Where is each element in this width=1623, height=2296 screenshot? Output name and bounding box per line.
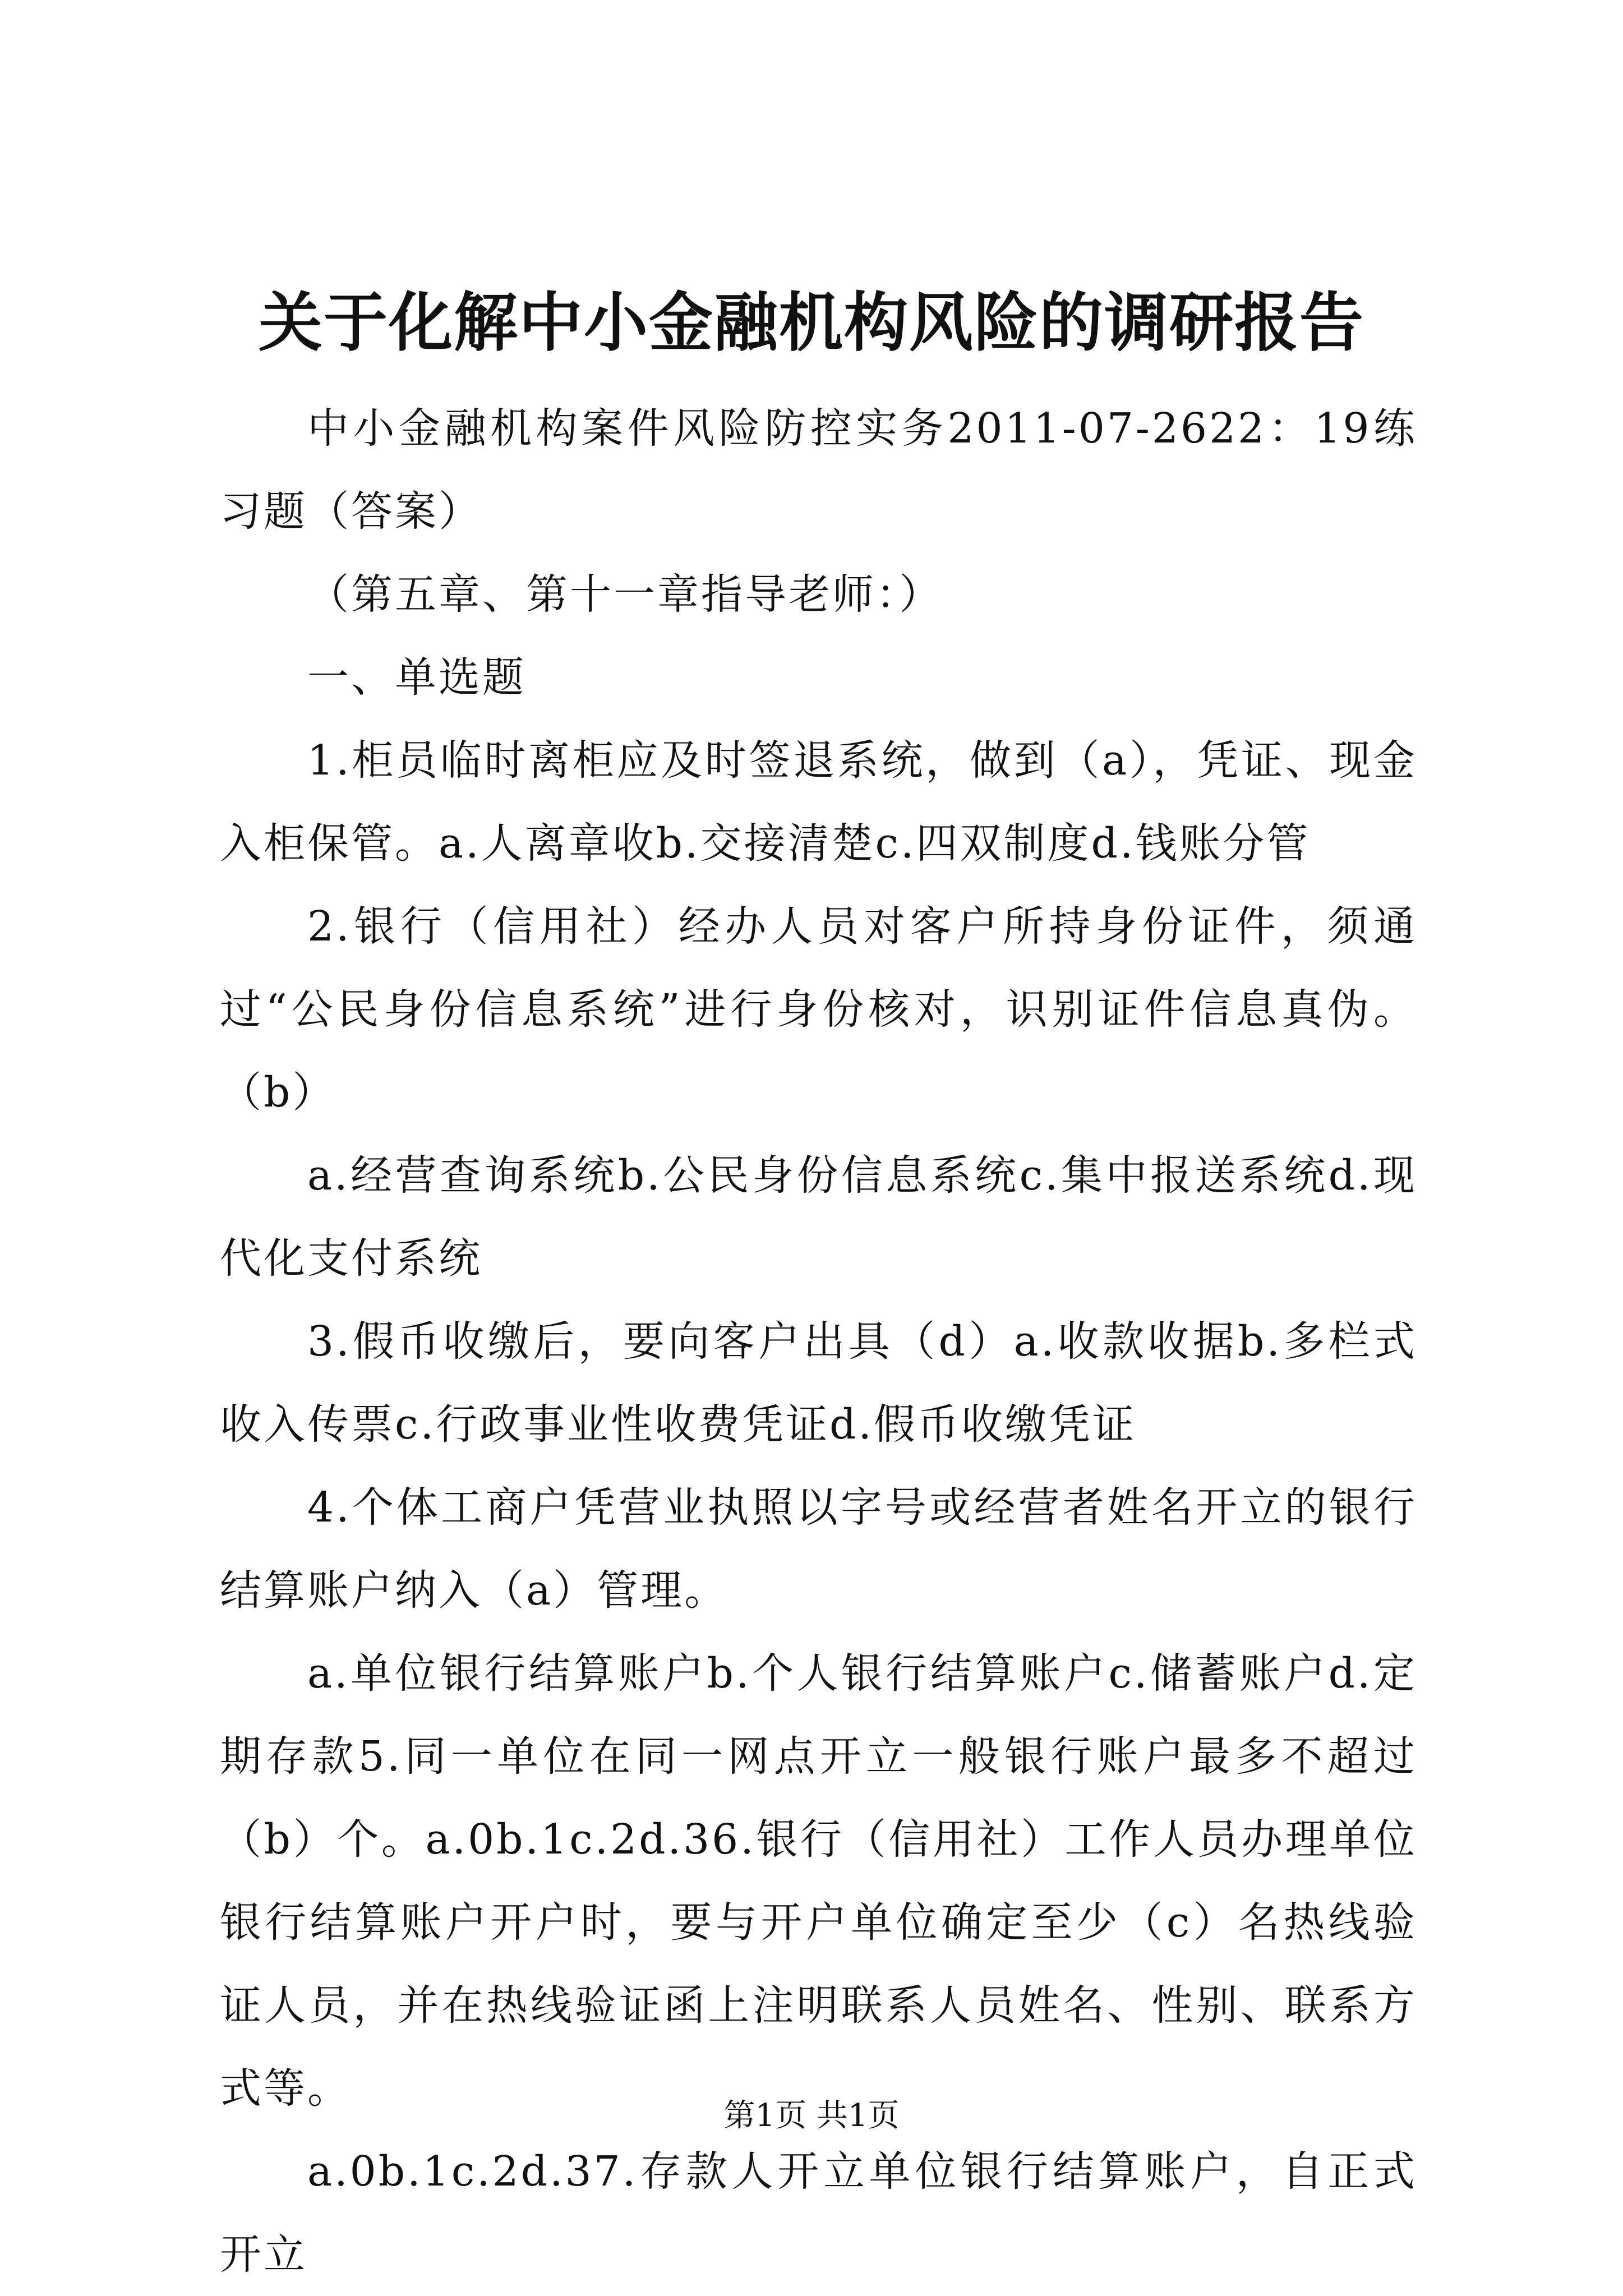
paragraph: 3.假币收缴后，要向客户出具（d）a.收款收据b.多栏式收入传票c.行政事业性收费凭证d.假币收缴凭证 — [220, 1317, 1417, 1449]
paragraph: 一、单选题 — [307, 653, 526, 702]
document-title: 关于化解中小金融机构风险的调研报告 — [258, 285, 1364, 360]
paragraph: a.0b.1c.2d.37.存款人开立单位银行结算账户，自正式开立 — [220, 2147, 1417, 2279]
paragraph: 4.个体工商户凭营业执照以字号或经营者姓名开立的银行结算账户纳入（a）管理。 — [220, 1483, 1417, 1615]
paragraph: 中小金融机构案件风险防控实务2011-07-2622：19练习题（答案） — [220, 404, 1417, 536]
paragraph: a.单位银行结算账户b.个人银行结算账户c.储蓄账户d.定期存款5.同一单位在同一网点开立一般银行账户最多不超过（b）个。a.0b.1c.2d.36.银行（信用社）工作人员办理单位银行结算账户开户时，要与开户单位确定至少（c）名热线验证人员，并在热线验证函上注明联系人员姓名、性别、联系方式等。 — [220, 1649, 1417, 2113]
document-body — [220, 387, 1417, 2296]
page-footer: 第1页 共1页 — [723, 2097, 900, 2134]
paragraph: a.经营查询系统b.公民身份信息系统c.集中报送系统d.现代化支付系统 — [220, 1151, 1417, 1283]
paragraph: 2.银行（信用社）经办人员对客户所持身份证件，须通过“公民身份信息系统”进行身份核对，识别证件信息真伪。（b） — [220, 902, 1417, 1117]
paragraph: （第五章、第十一章指导老师：） — [307, 570, 943, 619]
paragraph: 1.柜员临时离柜应及时签退系统，做到（a），凭证、现金入柜保管。a.人离章收b.交接清楚c.四双制度d.钱账分管 — [220, 736, 1417, 868]
